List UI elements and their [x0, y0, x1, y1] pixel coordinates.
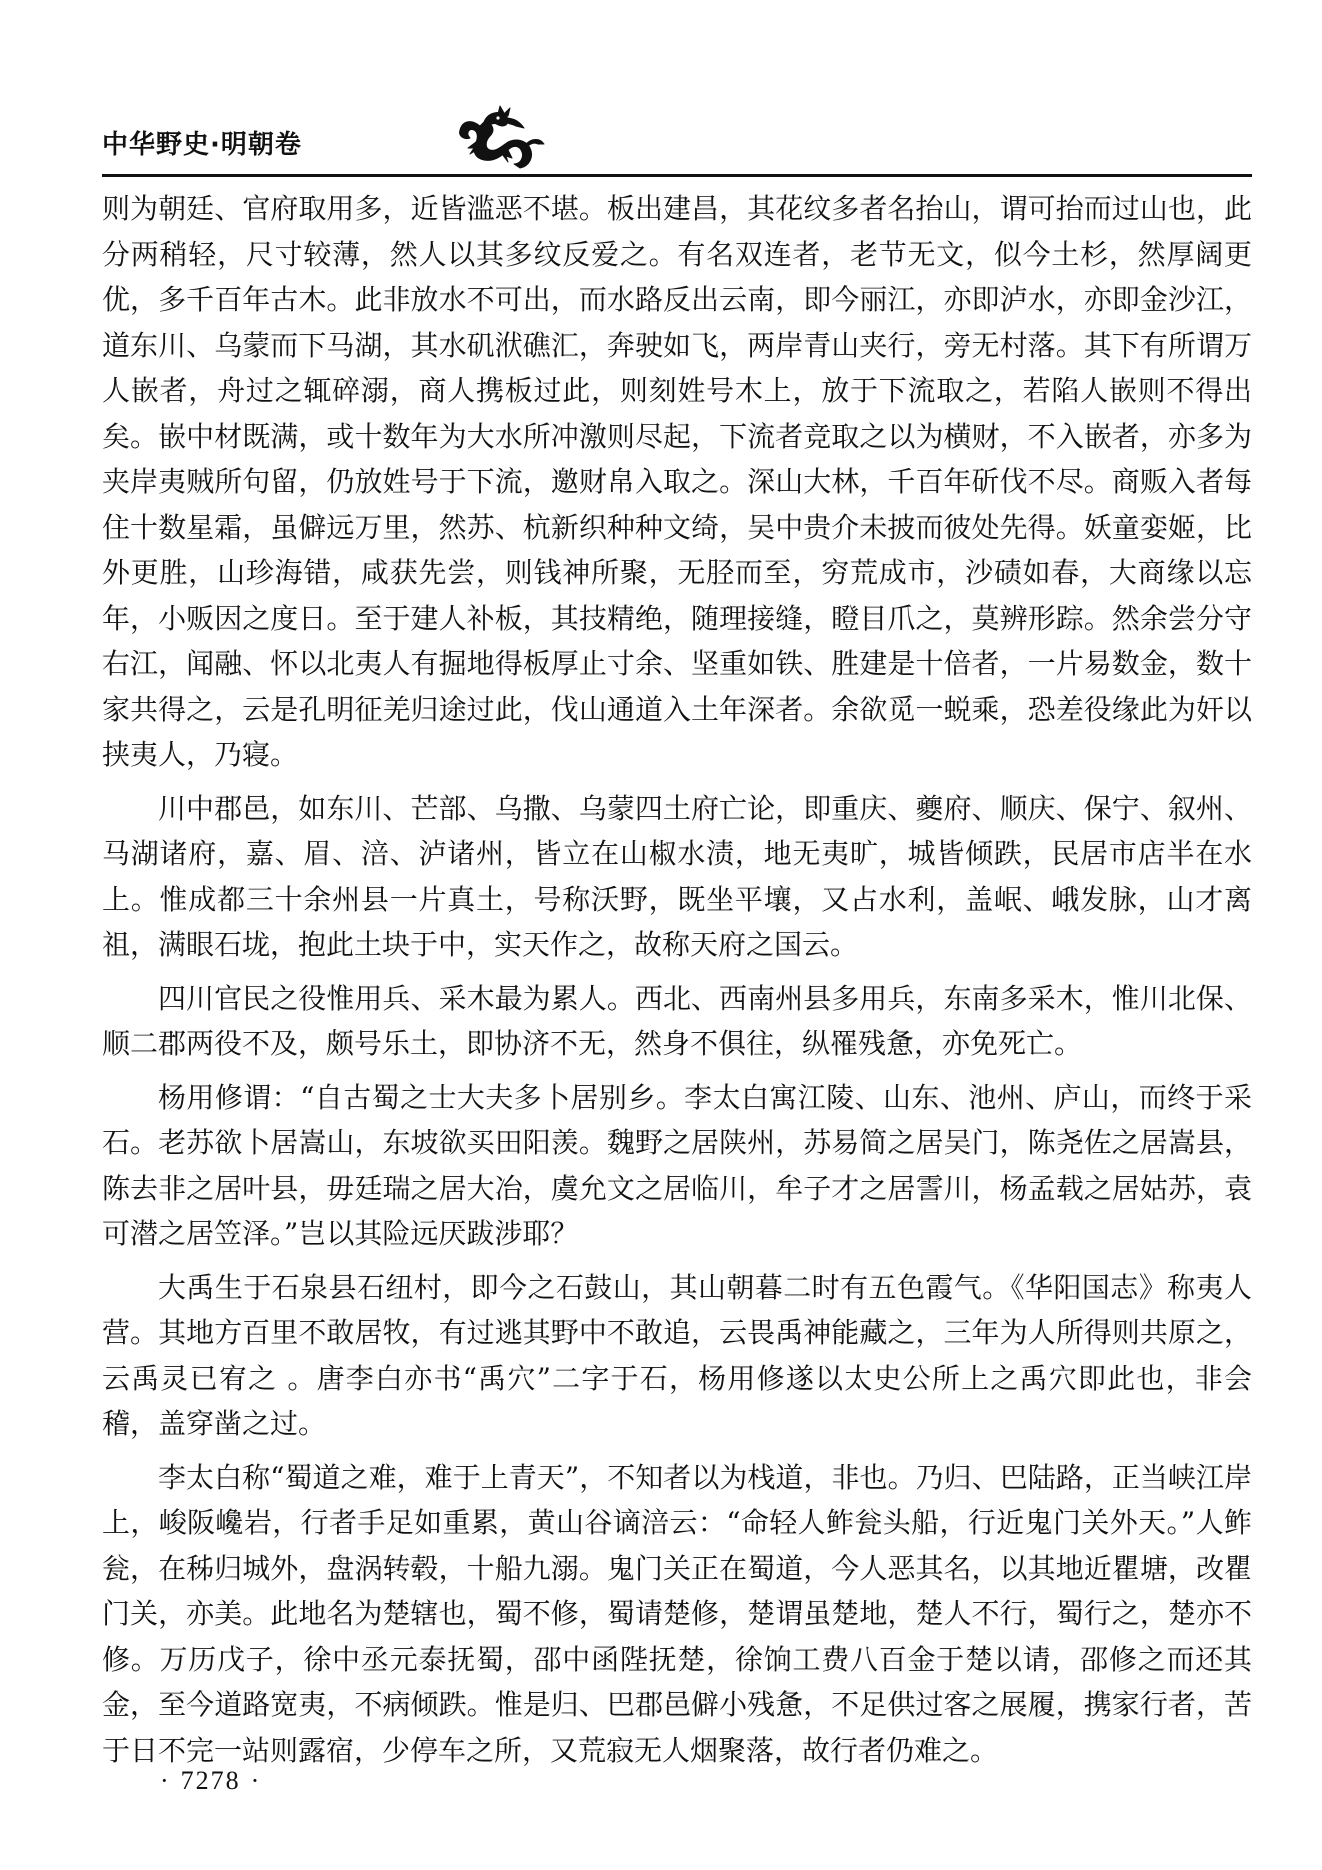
header-rule — [102, 174, 1252, 177]
paragraph: 杨用修谓：“自古蜀之士大夫多卜居别乡。李太白寓江陵、山东、池州、庐山，而终于采石。老苏欲卜居嵩山，东坡欲买田阳羡。魏野之居陕州，苏易简之居吴门，陈尧佐之居嵩县，陈去非之居叶县，毋廷瑞之居大冶，虞允文之居临川，牟子才之居霅川，杨孟载之居姑苏，袁可潜之居笠泽。”岂以其险远厌跋涉耶？ — [102, 1080, 1252, 1250]
page-header — [102, 104, 1252, 180]
page-number — [150, 1766, 271, 1796]
folio-dot-left: · — [160, 1766, 171, 1795]
paragraph: 大禹生于石泉县石纽村，即今之石鼓山，其山朝暮二时有五色霞气。《华阳国志》称夷人营。其地方百里不敢居牧，有过逃其野中不敢追，云畏禹神能藏之，三年为人所得则共原之，云禹灵已宥之 。唐李白亦书“禹穴”二字于石，杨用修遂以太史公所上之禹穴即此也，非会稽，盖穿凿之过。 — [102, 1270, 1252, 1440]
paragraph: 四川官民之役惟用兵、采木最为累人。西北、西南州县多用兵，东南多采木，惟川北保、顺二郡两役不及，颇号乐土，即协济不无，然身不俱往，纵罹残惫，亦免死亡。 — [102, 981, 1252, 1060]
paragraph: 川中郡邑，如东川、芒部、乌撒、乌蒙四土府亡论，即重庆、夔府、顺庆、保宁、叙州、马湖诸府，嘉、眉、涪、泸诸州，皆立在山椒水渍，地无夷旷，城皆倾跌，民居市店半在水上。惟成都三十余州县一片真土，号称沃野，既坐平壤，又占水利，盖岷、峨发脉，山才离祖，满眼石垅，抱此土块于中，实天作之，故称天府之国云。 — [102, 791, 1252, 961]
folio-dot-right: · — [250, 1766, 262, 1795]
paragraph: 李太白称“蜀道之难，难于上青天”，不知者以为栈道，非也。乃归、巴陆路，正当峡江岸上，峻阪巉岩，行者手足如重累，黄山谷谪涪云：“命轻人鲊瓮头船，行近鬼门关外天。”人鲊瓮，在秭归城外，盘涡转毂，十船九溺。鬼门关正在蜀道，今人恶其名，以其地近瞿塘，改瞿门关，亦美。此地名为楚辖也，蜀不修，蜀请楚修，楚谓虽楚地，楚人不行，蜀行之，楚亦不修。万历戊子，徐中丞元泰抚蜀，邵中函陛抚楚，徐饷工费八百金于楚以请，邵修之而还其金，至今道路宽夷，不病倾跌。惟是归、巴郡邑僻小残惫，不足供过客之展履，携家行者，苦于日不完一站则露宿，少停车之所，又荒寂无人烟聚落，故行者仍难之。 — [102, 1460, 1252, 1767]
running-title: 中华野史·明朝卷 — [102, 130, 302, 160]
dragon-ornament-icon — [450, 104, 550, 174]
paragraph-continued: 则为朝廷、官府取用多，近皆滥恶不堪。板出建昌，其花纹多者名抬山，谓可抬而过山也，此分两稍轻，尺寸较薄，然人以其多纹反爱之。有名双连者，老节无文，似今土杉，然厚阔更优，多千百年古木。此非放水不可出，而水路反出云南，即今丽江，亦即泸水，亦即金沙江，道东川、乌蒙而下马湖，其水矶洑礁汇，奔驶如飞，两岸青山夹行，旁无村落。其下有所谓万人嵌者，舟过之辄碎溺，商人携板过此，则刻姓号木上，放于下流取之，若陷人嵌则不得出矣。嵌中材既满，或十数年为大水所冲激则尽起，下流者竞取之以为横财，不入嵌者，亦多为夹岸夷贼所句留，仍放姓号于下流，邀财帛入取之。深山大林，千百年斫伐不尽。商贩入者每住十数星霜，虽僻远万里，然苏、杭新织种种文绮，吴中贵介未披而彼处先得。妖童娈姬，比外更胜，山珍海错，咸获先尝，则钱神所聚，无胫而至，穷荒成市，沙碛如春，大商缘以忘年，小贩因之度日。至于建人补板，其技精绝，随理接缝，瞪目爪之，莫辨形踪。然余尝分守右江，闻融、怀以北夷人有掘地得板厚止寸余、坚重如铁、胜建是十倍者，一片易数金，数十家共得之，云是孔明征羌归途过此，伐山通道入土年深者。余欲觅一蜕乘，恐差役缘此为奸以挟夷人，乃寝。 — [102, 192, 1252, 771]
body-text — [102, 186, 1252, 1781]
page-number-value: 7278 — [180, 1766, 241, 1795]
